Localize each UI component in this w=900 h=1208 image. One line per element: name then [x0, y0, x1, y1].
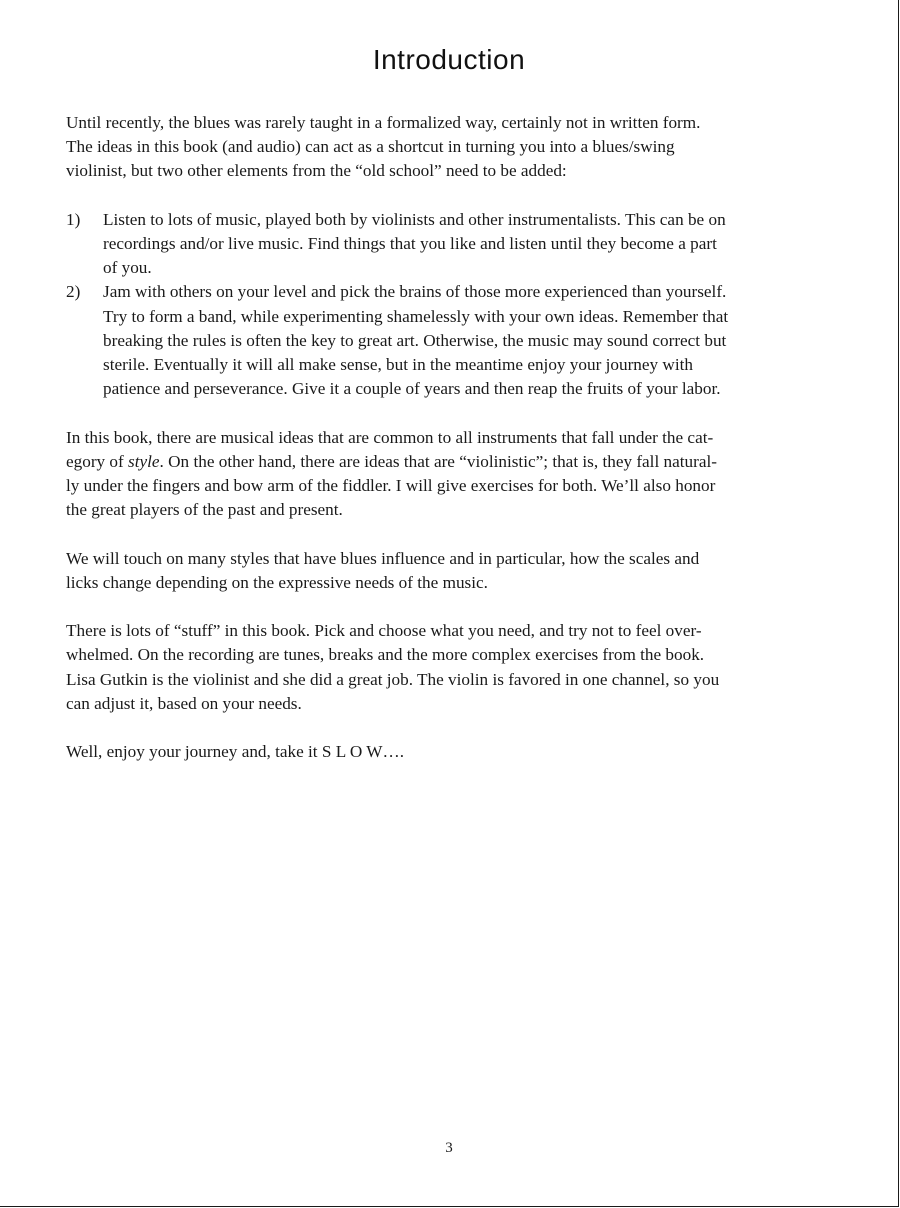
text-line: recordings and/or live music. Find things that you like and listen until they become a part [103, 234, 717, 253]
page-title: Introduction [372, 44, 526, 75]
list-number: 1) [66, 209, 81, 229]
stuff-paragraph [66, 619, 832, 716]
text-line: whelmed. On the recording are tunes, breaks and the more complex exercises from the book. [66, 645, 705, 665]
text-line: In this book, there are musical ideas that are common to all instruments that fall under the cat- [66, 427, 714, 447]
text-line: Lisa Gutkin is the violinist and she did a great job. The violin is favored in one channel, so you [66, 669, 720, 689]
text-line: We will touch on many styles that have blues influence and in particular, how the scales and [66, 548, 700, 568]
intro-paragraph [66, 111, 832, 184]
text-line: ly under the fingers and bow arm of the fiddler. I will give exercises for both. We’ll also honor [66, 476, 716, 496]
text-line: can adjust it, based on your needs. [66, 693, 302, 713]
numbered-list [66, 208, 832, 402]
text-line: The ideas in this book (and audio) can act as a shortcut in turning you into a blues/swing [66, 137, 675, 157]
text-line: violinist, but two other elements from the “old school” need to be added: [66, 161, 567, 181]
text-line: Jam with others on your level and pick the brains of those more experienced than yourself. [103, 282, 727, 302]
text-run: egory of [66, 451, 129, 471]
styles-paragraph [66, 547, 832, 595]
text-line: of you. [103, 258, 152, 278]
text-line: Try to form a band, while experimenting shamelessly with your own ideas. Remember that [103, 306, 729, 326]
page-number: 3 [445, 1140, 453, 1156]
text-line: There is lots of “stuff” in this book. Pick and choose what you need, and try not to feel over- [66, 621, 702, 641]
list-number: 2) [66, 282, 81, 302]
text-line: licks change depending on the expressive needs of the music. [66, 572, 488, 592]
text-line [66, 450, 832, 474]
list-item [66, 208, 832, 281]
closing-paragraph [66, 740, 832, 764]
text-line [66, 740, 832, 764]
slow-text: S L O W…. [321, 742, 405, 762]
page-body [66, 111, 832, 789]
text-line: breaking the rules is often the key to great art. Otherwise, the music may sound correct but [103, 330, 727, 350]
text-line: sterile. Eventually it will all make sense, but in the meantime enjoy your journey with [103, 355, 693, 375]
text-line: Listen to lots of music, played both by violinists and other instrumentalists. This can be on [103, 209, 726, 229]
text-line: the great players of the past and present. [66, 500, 343, 520]
style-paragraph [66, 426, 832, 523]
text-run: . On the other hand, there are ideas that are “violinistic”; that is, they fall natural- [159, 451, 717, 471]
text-line: patience and perseverance. Give it a couple of years and then reap the fruits of your labor. [103, 379, 721, 399]
text-line: Until recently, the blues was rarely taught in a formalized way, certainly not in written form. [66, 113, 701, 132]
emphasis-style: style [128, 451, 160, 471]
text-run: Well, enjoy your journey and, take it [66, 742, 322, 762]
list-item [66, 280, 832, 401]
